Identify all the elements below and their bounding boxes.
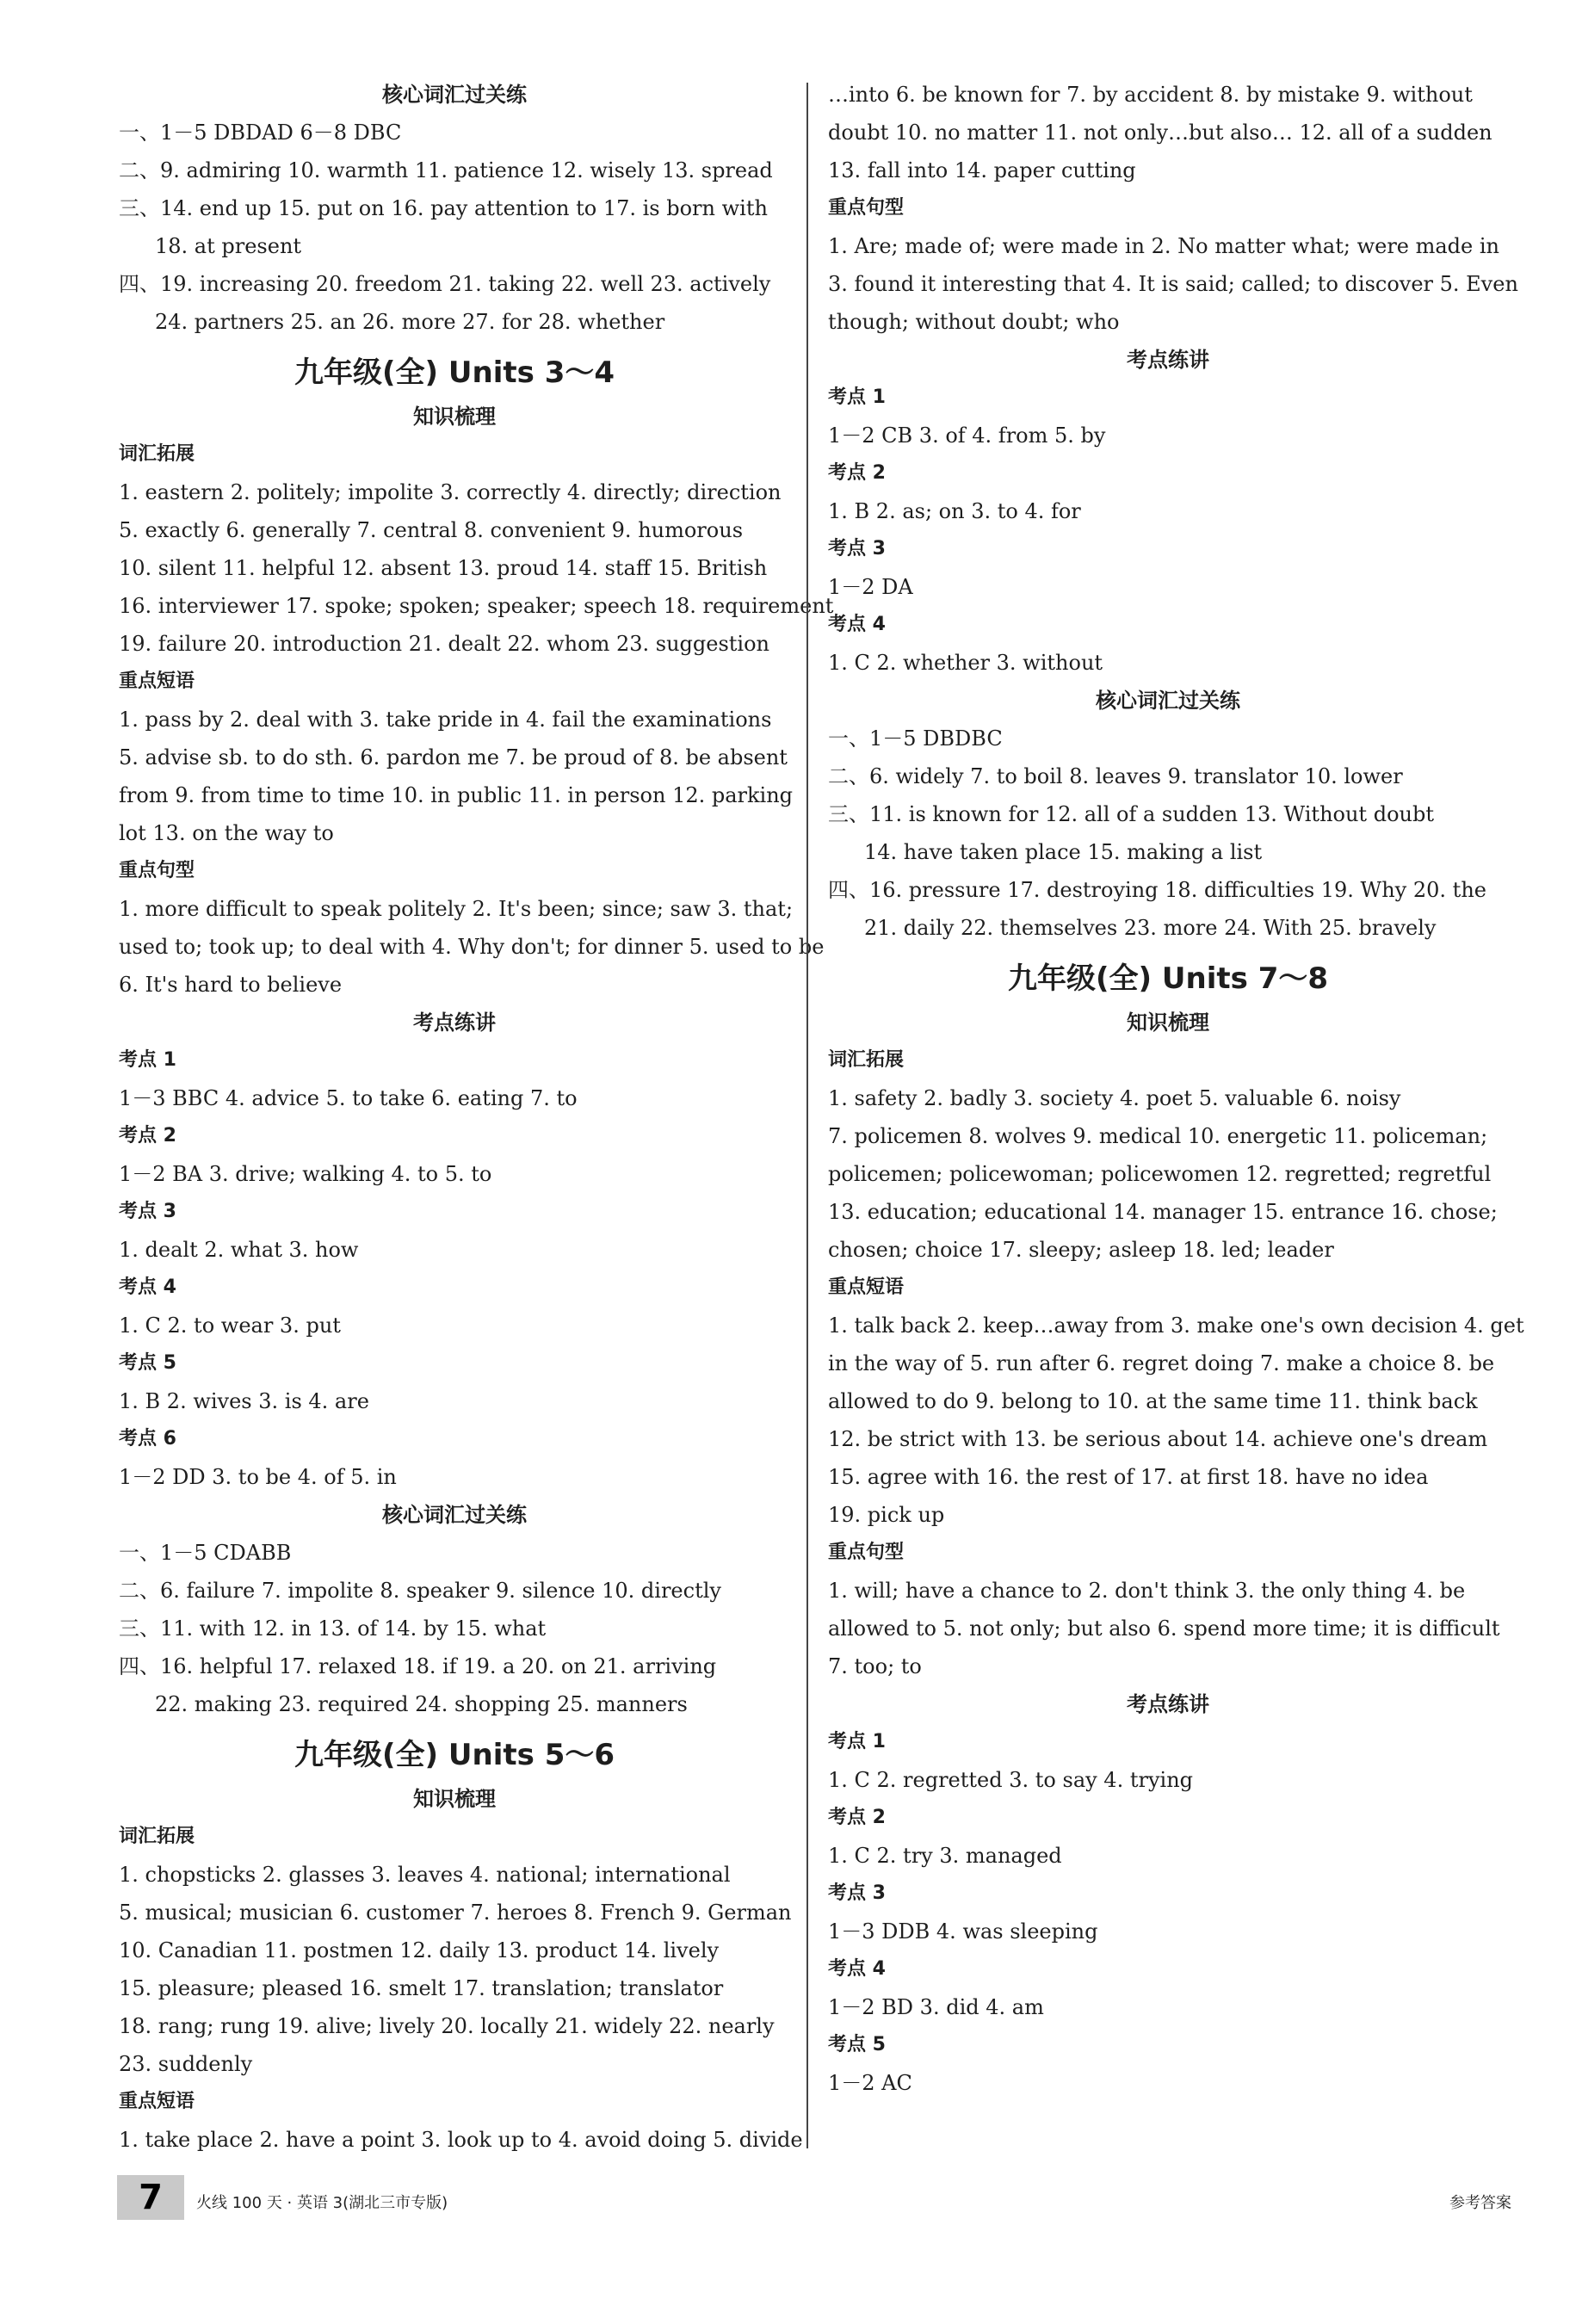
answer-line: 13. fall into 14. paper cutting	[828, 158, 1136, 182]
answer-line: 23. suddenly	[119, 2052, 253, 2076]
answer-line: 1. chopsticks 2. glasses 3. leaves 4. national; international	[119, 1863, 731, 1887]
answer-line: 1－3 BBC 4. advice 5. to take 6. eating 7. to	[119, 1086, 578, 1110]
answer-line: 13. education; educational 14. manager 15. entrance 16. chose;	[828, 1200, 1498, 1224]
answer-line: …into 6. be known for 7. by accident 8. by mistake 9. without	[828, 83, 1473, 107]
subsection-label: 考点 1	[828, 1731, 886, 1752]
answer-line: 1. will; have a chance to 2. don't think 3. the only thing 4. be	[828, 1579, 1466, 1603]
answer-line: 15. pleasure; pleased 16. smelt 17. translation; translator	[119, 1976, 724, 2000]
subsection-label: 考点 4	[119, 1276, 176, 1298]
answer-line: 四、16. helpful 17. relaxed 18. if 19. a 20. on 21. arriving	[119, 1654, 717, 1678]
answer-line: 6. It's hard to believe	[119, 973, 343, 997]
answer-line: 18. at present	[155, 234, 302, 258]
answer-line: 一、1－5 CDABB	[119, 1541, 292, 1565]
answer-line: 21. daily 22. themselves 23. more 24. With 25. bravely	[864, 916, 1437, 940]
answer-line: 1. B 2. as; on 3. to 4. for	[828, 499, 1081, 523]
subsection-label: 词汇拓展	[119, 1826, 195, 1847]
subsection-label: 考点 5	[828, 2034, 886, 2055]
answer-line: 1. pass by 2. deal with 3. take pride in 4. fail the examinations	[119, 708, 772, 732]
page-number: 7	[117, 2175, 184, 2220]
answer-line: 24. partners 25. an 26. more 27. for 28. whether	[155, 310, 665, 334]
answer-line: 三、11. is known for 12. all of a sudden 13. Without doubt	[828, 802, 1434, 826]
answer-line: from 9. from time to time 10. in public 11. in person 12. parking	[119, 783, 794, 807]
answer-line: 三、14. end up 15. put on 16. pay attention to 17. is born with	[119, 196, 768, 220]
subsection-label: 考点 2	[828, 1807, 886, 1828]
answer-line: though; without doubt; who	[828, 310, 1120, 334]
subsection-label: 考点 2	[119, 1125, 176, 1147]
section-heading: 核心词汇过关练	[382, 1503, 527, 1527]
subsection-label: 考点 4	[828, 1958, 886, 1980]
subsection-label: 重点句型	[828, 1542, 905, 1563]
answer-line: 1. C 2. to wear 3. put	[119, 1313, 341, 1338]
section-heading: 核心词汇过关练	[1096, 689, 1240, 713]
answer-line: 1－2 AC	[828, 2071, 912, 2095]
subsection-label: 重点句型	[119, 860, 195, 881]
answer-line: 16. interviewer 17. spoke; spoken; speaker; speech 18. requirement	[119, 594, 834, 618]
answer-column-left	[119, 76, 834, 2159]
section-heading: 知识梳理	[1127, 1011, 1209, 1035]
answer-line: 14. have taken place 15. making a list	[864, 840, 1263, 864]
subsection-label: 重点短语	[119, 671, 195, 692]
answer-line: in the way of 5. run after 6. regret doing 7. make a choice 8. be	[828, 1351, 1495, 1375]
subsection-label: 考点 1	[828, 386, 886, 408]
section-heading: 知识梳理	[413, 405, 496, 429]
answer-line: 3. found it interesting that 4. It is said; called; to discover 5. Even	[828, 272, 1518, 296]
answer-line: 19. failure 20. introduction 21. dealt 22. whom 23. suggestion	[119, 632, 770, 656]
answer-line: 1. dealt 2. what 3. how	[119, 1238, 359, 1262]
subsection-label: 考点 5	[119, 1352, 176, 1374]
answer-line: 1－2 BA 3. drive; walking 4. to 5. to	[119, 1162, 492, 1186]
answer-line: 1. C 2. try 3. managed	[828, 1844, 1062, 1868]
section-heading: 考点练讲	[1127, 1692, 1209, 1716]
answer-line: 5. exactly 6. generally 7. central 8. convenient 9. humorous	[119, 518, 744, 542]
unit-title: 九年级(全) Units 7～8	[1007, 961, 1329, 996]
answer-line: 三、11. with 12. in 13. of 14. by 15. what	[119, 1616, 547, 1641]
answer-line: 1－2 DA	[828, 575, 913, 599]
subsection-label: 考点 4	[828, 614, 886, 635]
answer-line: 5. musical; musician 6. customer 7. heroes 8. French 9. German	[119, 1901, 792, 1925]
answer-line: 二、6. failure 7. impolite 8. speaker 9. silence 10. directly	[119, 1579, 721, 1603]
answer-line: 7. too; to	[828, 1654, 922, 1678]
answer-line: 1. C 2. regretted 3. to say 4. trying	[828, 1768, 1194, 1792]
answer-line: 二、6. widely 7. to boil 8. leaves 9. translator 10. lower	[828, 764, 1403, 788]
answer-line: 二、9. admiring 10. warmth 11. patience 12. wisely 13. spread	[119, 158, 773, 182]
answer-line: 19. pick up	[828, 1503, 945, 1527]
subsection-label: 词汇拓展	[119, 443, 195, 465]
answer-line: 1. safety 2. badly 3. society 4. poet 5. valuable 6. noisy	[828, 1086, 1401, 1110]
subsection-label: 考点 2	[828, 462, 886, 484]
answer-line: 1－2 BD 3. did 4. am	[828, 1995, 1044, 2019]
unit-title: 九年级(全) Units 5～6	[294, 1738, 615, 1772]
answer-line: 22. making 23. required 24. shopping 25. manners	[155, 1692, 688, 1716]
subsection-label: 考点 3	[119, 1201, 176, 1222]
section-heading: 考点练讲	[1127, 348, 1209, 372]
section-heading: 知识梳理	[413, 1787, 496, 1811]
book-series-label: 火线 100 天 · 英语 3(湖北三市专版)	[196, 2194, 448, 2212]
answer-line: policemen; policewoman; policewomen 12. regretted; regretful	[828, 1162, 1492, 1186]
subsection-label: 重点句型	[828, 197, 905, 219]
answer-line: lot 13. on the way to	[119, 821, 334, 845]
answer-line: 1－3 DDB 4. was sleeping	[828, 1919, 1098, 1944]
answer-line: chosen; choice 17. sleepy; asleep 18. led; leader	[828, 1238, 1334, 1262]
section-heading: 核心词汇过关练	[382, 83, 527, 107]
subsection-label: 重点短语	[119, 2091, 195, 2112]
section-heading: 考点练讲	[413, 1011, 496, 1035]
answer-line: 7. policemen 8. wolves 9. medical 10. energetic 11. policeman;	[828, 1124, 1488, 1148]
answer-line: 1. take place 2. have a point 3. look up to 4. avoid doing 5. divide	[119, 2128, 803, 2152]
answer-line: 1. eastern 2. politely; impolite 3. correctly 4. directly; direction	[119, 480, 782, 504]
column-divider	[806, 83, 808, 2148]
answer-line: 1. more difficult to speak politely 2. It's been; since; saw 3. that;	[119, 897, 794, 921]
answer-line: 12. be strict with 13. be serious about 14. achieve one's dream	[828, 1427, 1488, 1451]
answer-line: allowed to do 9. belong to 10. at the same time 11. think back	[828, 1389, 1478, 1413]
answer-line: allowed to 5. not only; but also 6. spend more time; it is difficult	[828, 1616, 1500, 1641]
answer-line: 1－2 CB 3. of 4. from 5. by	[828, 423, 1106, 448]
answer-line: 四、19. increasing 20. freedom 21. taking 22. well 23. actively	[119, 272, 771, 296]
page-footer	[117, 2173, 1511, 2225]
answer-line: 15. agree with 16. the rest of 17. at first 18. have no idea	[828, 1465, 1429, 1489]
answer-line: 一、1－5 DBDBC	[828, 726, 1003, 751]
subsection-label: 词汇拓展	[828, 1049, 905, 1071]
subsection-label: 考点 3	[828, 538, 886, 559]
answer-line: used to; took up; to deal with 4. Why don't; for dinner 5. used to be	[119, 935, 825, 959]
subsection-label: 考点 3	[828, 1882, 886, 1904]
answer-line: 1. Are; made of; were made in 2. No matter what; were made in	[828, 234, 1500, 258]
answer-line: 5. advise sb. to do sth. 6. pardon me 7. be proud of 8. be absent	[119, 745, 788, 770]
answer-line: 1. C 2. whether 3. without	[828, 651, 1103, 675]
answer-line: 四、16. pressure 17. destroying 18. difficulties 19. Why 20. the	[828, 878, 1486, 902]
answer-line: 1. B 2. wives 3. is 4. are	[119, 1389, 369, 1413]
answer-line: 1. talk back 2. keep…away from 3. make one's own decision 4. get	[828, 1313, 1524, 1338]
answer-line: 18. rang; rung 19. alive; lively 20. locally 21. widely 22. nearly	[119, 2014, 775, 2038]
answer-line: 一、1－5 DBDAD 6－8 DBC	[119, 121, 402, 145]
unit-title: 九年级(全) Units 3～4	[294, 355, 615, 390]
subsection-label: 考点 1	[119, 1049, 176, 1071]
subsection-label: 考点 6	[119, 1428, 176, 1449]
answer-line: 10. silent 11. helpful 12. absent 13. proud 14. staff 15. British	[119, 556, 768, 580]
section-label: 参考答案	[1449, 2194, 1511, 2212]
answer-column-right	[828, 76, 1524, 2102]
answer-line: 10. Canadian 11. postmen 12. daily 13. product 14. lively	[119, 1938, 720, 1962]
subsection-label: 重点短语	[828, 1276, 905, 1298]
answer-line: doubt 10. no matter 11. not only…but also… 12. all of a sudden	[828, 121, 1492, 145]
answer-line: 1－2 DD 3. to be 4. of 5. in	[119, 1465, 397, 1489]
